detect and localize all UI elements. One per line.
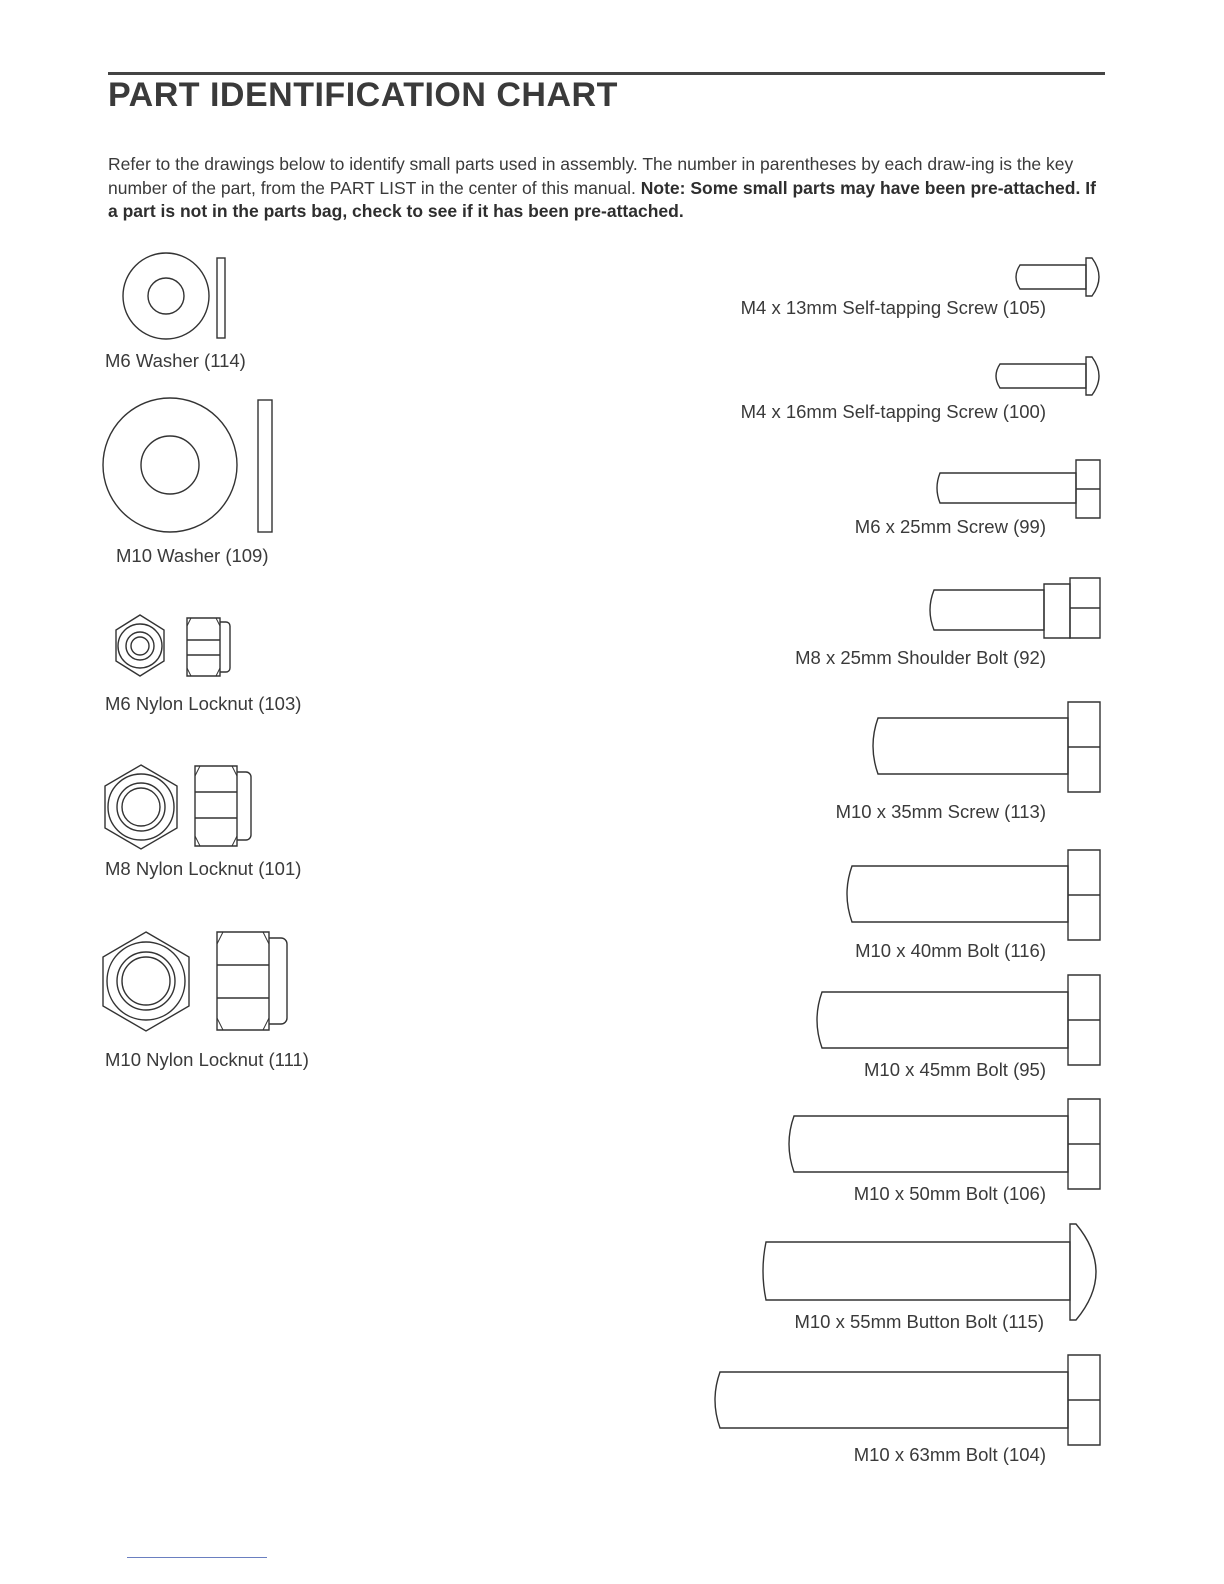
part-label-m6-washer: M6 Washer (114) bbox=[105, 350, 246, 371]
m10x55-button-bolt-drawing bbox=[763, 1224, 1096, 1320]
part-label-m4x13-screw: M4 x 13mm Self-tapping Screw (105) bbox=[740, 297, 1046, 318]
m10-locknut-drawing bbox=[103, 932, 287, 1031]
part-label-m8x25-shoulder-bolt: M8 x 25mm Shoulder Bolt (92) bbox=[795, 647, 1046, 668]
m10x45-bolt-drawing bbox=[817, 975, 1100, 1065]
page-title: PART IDENTIFICATION CHART bbox=[108, 76, 618, 114]
m10-washer-drawing bbox=[103, 398, 272, 532]
part-label-m10x40-bolt: M10 x 40mm Bolt (116) bbox=[855, 940, 1046, 961]
m8x25-shoulder-bolt-drawing bbox=[930, 578, 1100, 638]
intro-note: Note: Some small parts may have been pre-attached. If a part is not in the parts bag, check to see if it has been pre-attached. bbox=[108, 177, 1096, 221]
m8-locknut-drawing bbox=[105, 765, 251, 849]
part-label-m10-locknut: M10 Nylon Locknut (111) bbox=[105, 1049, 309, 1070]
part-label-m10-washer: M10 Washer (109) bbox=[116, 545, 269, 566]
m6-locknut-drawing bbox=[116, 615, 230, 676]
part-label-m4x16-screw: M4 x 16mm Self-tapping Screw (100) bbox=[740, 401, 1046, 422]
m10x63-bolt-drawing bbox=[715, 1355, 1100, 1445]
part-label-m10x55-button-bolt: M10 x 55mm Button Bolt (115) bbox=[794, 1311, 1044, 1332]
m6x25-screw-drawing bbox=[937, 460, 1100, 518]
part-label-m10x63-bolt: M10 x 63mm Bolt (104) bbox=[853, 1444, 1046, 1465]
m10x40-bolt-drawing bbox=[847, 850, 1100, 940]
part-label-m10x35-screw: M10 x 35mm Screw (113) bbox=[835, 801, 1046, 822]
part-label-m6-locknut: M6 Nylon Locknut (103) bbox=[105, 693, 302, 714]
part-label-m6x25-screw: M6 x 25mm Screw (99) bbox=[854, 516, 1046, 537]
m10x50-bolt-drawing bbox=[789, 1099, 1100, 1189]
footer-underline bbox=[127, 1557, 267, 1558]
m6-washer-drawing bbox=[123, 253, 225, 339]
m4x16-screw-drawing bbox=[996, 357, 1099, 395]
intro-text: Refer to the drawings below to identify small parts used in assembly. The number in parentheses by each draw-ing is the key number of the part, from the PART LIST in the center of this manual. bbox=[108, 154, 1074, 198]
part-label-m10x45-bolt: M10 x 45mm Bolt (95) bbox=[864, 1059, 1046, 1080]
part-label-m8-locknut: M8 Nylon Locknut (101) bbox=[105, 858, 302, 879]
m10x35-screw-drawing bbox=[873, 702, 1100, 792]
m4x13-screw-drawing bbox=[1016, 258, 1099, 296]
part-label-m10x50-bolt: M10 x 50mm Bolt (106) bbox=[853, 1183, 1046, 1204]
